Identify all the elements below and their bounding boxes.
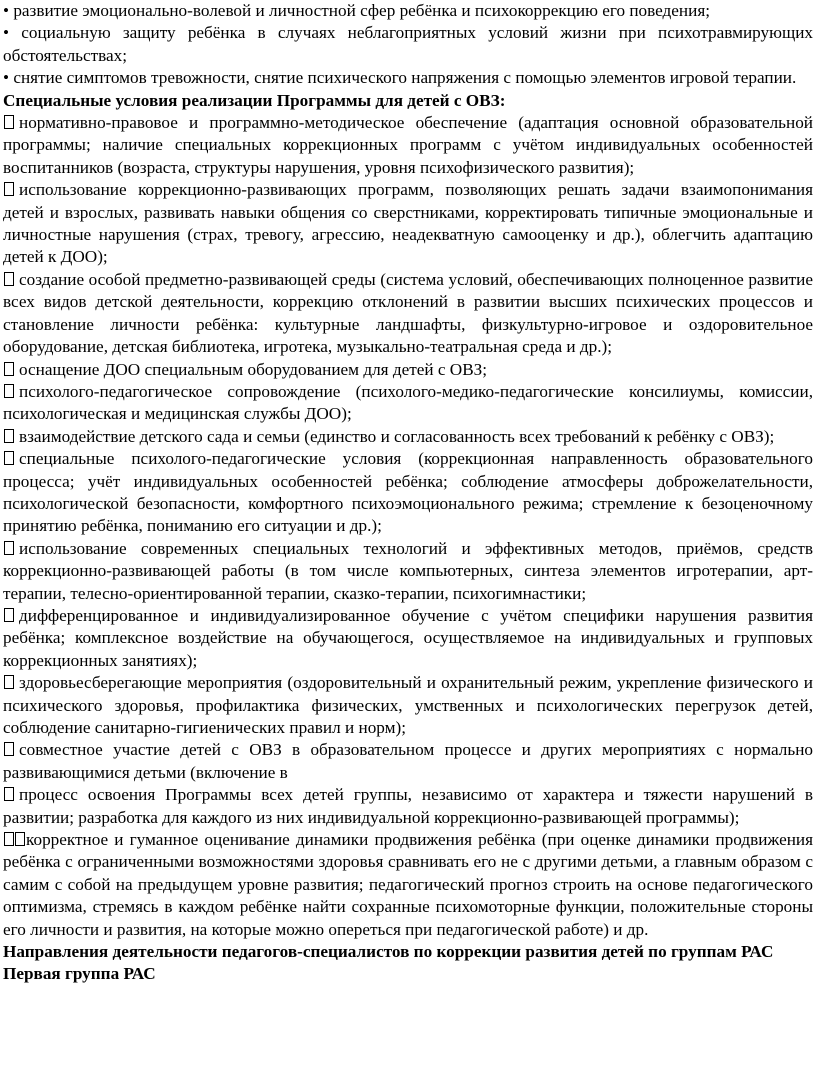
checkbox-glyph-icon [4,451,14,465]
condition-item [3,448,813,538]
bullet-social-protection: • социальную защиту ребёнка в случаях неблагоприятных условий жизни при психотравмирующих обстоятельствах; [3,23,813,65]
checkbox-glyph-icon [4,832,14,846]
heading-group-1: Первая группа РАС [3,964,156,984]
condition-text: использование современных специальных технологий и эффективных методов, приёмов, средств коррекционно-развивающей работы (в том числе компьютерных, синтеза элементов игротерапии, арт-терапии, телесно-ориентированной терапии, сказко-терапии, психогимнастики; [3,538,813,603]
checkbox-glyph-icon [4,384,14,398]
condition-text: корректное и гуманное оценивание динамики продвижения ребёнка (при оценке динамики продвижения ребёнка с ограниченными возможностями здоровья сравнивать его не с другими детьми, а главным образом с самим с собой на предыдущем уровне развития; педагогический прогноз строить на основе педагогического оптимизма, стремясь в каждом ребёнке найти сохранные психомоторные функции, положительные стороны его личности и развития, на которые можно опереться при педагогической работе) и др. [3,830,813,939]
checkbox-glyph-icon [4,675,14,689]
checkbox-glyph-icon [4,541,14,555]
condition-text: процесс освоения Программы всех детей группы, независимо от характера и тяжести нарушений в развитии; разработка для каждого из них индивидуальной коррекционно-развивающей программы); [3,785,813,827]
checkbox-glyph-icon [4,115,14,129]
condition-text: использование коррекционно-развивающих программ, позволяющих решать задачи взаимопонимания детей и взрослых, развивать навыки общения со сверстниками, корректировать типичные эмоциональные и личностные нарушения (страх, тревогу, агрессию, неадекватную самооценку и др.), облегчить адаптацию детей к ДОО); [3,180,813,267]
bullet-anxiety-relief: • снятие симптомов тревожности, снятие психического напряжения с помощью элементов игровой терапии. [3,68,797,88]
condition-item [3,784,813,829]
condition-item [3,112,813,179]
checkbox-glyph-icon [4,182,14,196]
checkbox-glyph-icon [4,272,14,286]
condition-item [3,359,813,381]
condition-text: нормативно-правовое и программно-методическое обеспечение (адаптация основной образовательной программы; наличие специальных коррекционных программ с учётом индивидуальных особенностей воспитанников (возраста, структуры нарушения, уровня психофизического развития); [3,113,813,177]
condition-item [3,179,813,269]
condition-text: оснащение ДОО специальным оборудованием для детей с ОВЗ; [19,359,488,379]
checkbox-glyph-icon [4,742,14,756]
checkbox-glyph-icon [4,608,14,622]
checkbox-glyph-icon [4,362,14,376]
condition-text: психолого-педагогическое сопровождение (психолого-медико-педагогические консилиумы, комиссии, психологическая и медицинская службы ДОО); [3,381,813,424]
condition-item [3,381,813,426]
condition-item [3,739,813,784]
heading-directions: Направления деятельности педагогов-специалистов по коррекции развития детей по группам РАС [3,942,774,962]
condition-text: создание особой предметно-развивающей среды (система условий, обеспечивающих полноценное развитие всех видов детской деятельности, коррекцию отклонений в развитии высших психических процессов и становление личности ребёнка: культурные ландшафты, физкультурно-игровое и оздоровительное оборудование, детская библиотека, игротека, музыкально-театральная среда и др.); [3,269,813,357]
condition-text: дифференцированное и индивидуализированное обучение с учётом специфики нарушения развития ребёнка; комплексное воздействие на обучающегося, осуществляемое на индивидуальных и групповых коррекционных занятиях); [3,605,813,670]
condition-item [3,269,813,359]
heading-special-conditions: Специальные условия реализации Программы для детей с ОВЗ: [3,90,506,110]
condition-text: совместное участие детей с ОВЗ в образовательном процессе и других мероприятиях с нормально развивающимися детьми (включение в [3,740,813,782]
condition-text: взаимодействие детского сада и семьи (единство и согласованность всех требований к ребёнку с ОВЗ); [19,426,775,446]
bullet-emotional-development: • развитие эмоционально-волевой и личностной сфер ребёнка и психокоррекцию его поведения; [3,1,711,20]
condition-item [3,538,813,605]
condition-item [3,672,813,739]
condition-item [3,605,813,672]
checkbox-glyph-icon [15,832,25,846]
checkbox-glyph-icon [4,429,14,443]
condition-text: здоровьесберегающие мероприятия (оздоровительный и охранительный режим, укрепление физического и психического здоровья, профилактика физических, умственных и психологических перегрузок детей, соблюдение санитарно-гигиенических правил и норм); [3,673,813,737]
condition-text: специальные психолого-педагогические условия (коррекционная направленность образовательного процесса; учёт индивидуальных особенностей ребёнка; соблюдение атмосферы доброжелательности, психологической безопасности, комфортного психоэмоционального режима; стремление к безоценочному принятию ребёнка, пониманию его ситуации и др.); [3,449,813,536]
checkbox-glyph-icon [4,787,14,801]
condition-item [3,426,813,448]
condition-item-last [3,829,813,941]
